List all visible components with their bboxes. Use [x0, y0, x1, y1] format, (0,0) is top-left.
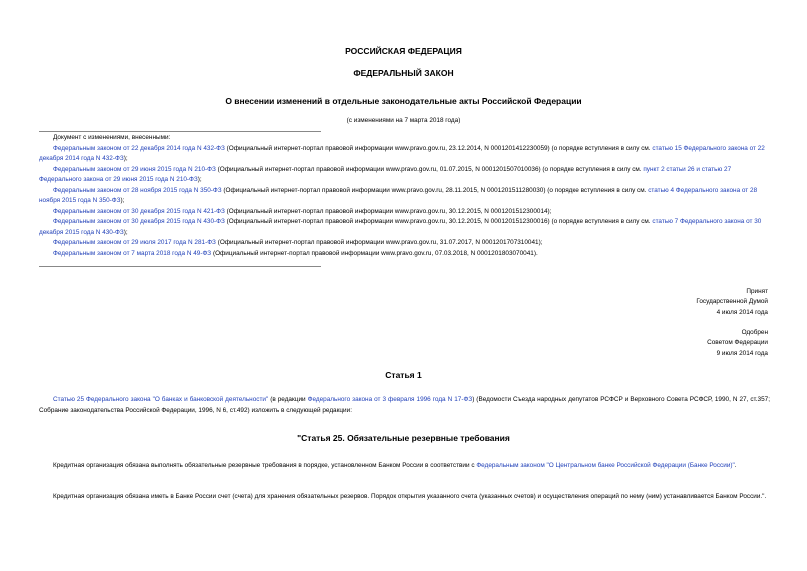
article1-text-b: ) (Ведомости Съезда народных депутатов РСФСР и Верховного Совета РСФСР, 1990, N 27, ст.357; Собрание законодательства Российской Федерации, 1996, N 6, ст.492) изложить в следующей редакции: [39, 396, 770, 414]
adoption-block [560, 287, 768, 318]
approval-line3: 9 июля 2014 года [716, 349, 768, 357]
para2-text: Кредитная организация обязана иметь в Банке России счет (счета) для хранения обязательных резервов. Порядок открытия указанного счета (указанных счетов) и осуществления операций по нему (ним) устанавливается Банком России.". [53, 493, 767, 500]
amendment-law-link[interactable]: Федеральным законом от 7 марта 2018 года N 49-ФЗ [53, 249, 212, 257]
amendment-effective-link[interactable]: статью 15 Федерального закона от 22 декабря 2014 года N 432-ФЗ [39, 144, 765, 162]
amendment-item [39, 186, 770, 207]
amendment-item [39, 217, 770, 238]
amendment-tail-text: ); [123, 228, 128, 236]
revision-note: (с изменениями на 7 марта 2018 года) [346, 117, 461, 124]
adoption-line1: Принят [746, 288, 768, 295]
amendment-tail-text: ); [197, 176, 202, 183]
amendment-source-text: (Официальный интернет-портал правовой информации www.pravo.gov.ru, 07.03.2018, N 0001201803070041). [211, 249, 538, 257]
amendment-law-link[interactable]: Федеральным законом от 30 декабря 2015 года N 430-ФЗ [53, 218, 225, 225]
amendment-item [39, 165, 770, 186]
amendment-item [39, 144, 770, 165]
amendments-block [39, 133, 770, 259]
approval-line1: Одобрен [741, 329, 768, 336]
amendment-effective-link[interactable]: статью 7 Федерального закона от 30 декабря 2015 года N 430-ФЗ [39, 218, 762, 236]
amendments-bottom-divider [39, 266, 321, 267]
central-bank-law-link[interactable]: Федеральным законом "О Центральном банке Российской Федерации (Банке России)" [476, 462, 735, 469]
amendment-source-text: (Официальный интернет-портал правовой информации www.pravo.gov.ru, 23.12.2014, N 0001201412230059) (о порядке вступления в силу см. [224, 144, 653, 152]
law-17fz-link[interactable]: Федерального закона от 3 февраля 1996 года N 17-ФЗ [307, 396, 473, 403]
law-title: О внесении изменений в отдельные законодательные акты Российской Федерации [225, 96, 582, 106]
article1-heading: Статья 1 [385, 370, 422, 380]
amendments-intro: Документ с изменениями, внесенными: [53, 134, 171, 141]
amendment-item [39, 207, 770, 218]
amendment-law-link[interactable]: Федеральным законом от 28 ноября 2015 года N 350-ФЗ [53, 186, 222, 194]
law-type-heading: ФЕДЕРАЛЬНЫЙ ЗАКОН [353, 68, 454, 78]
amendment-law-link[interactable]: Федеральным законом от 29 июня 2015 года N 210-ФЗ [53, 165, 216, 173]
article1-text-a: (в редакции [268, 396, 308, 403]
amendment-source-text: (Официальный интернет-портал правовой информации www.pravo.gov.ru, 01.07.2015, N 0001201507010036) (о порядке вступления в силу см. [215, 165, 644, 173]
article1-paragraph [39, 395, 770, 416]
country-heading: РОССИЙСКАЯ ФЕДЕРАЦИЯ [345, 46, 462, 56]
approval-line2: Советом Федерации [707, 339, 768, 347]
amendment-law-link[interactable]: Федеральным законом от 22 декабря 2014 года N 432-ФЗ [53, 144, 225, 152]
amendment-item [39, 249, 770, 260]
article25-paragraph-1 [39, 461, 770, 472]
amendment-source-text: (Официальный интернет-портал правовой информации www.pravo.gov.ru, 31.07.2017, N 0001201707310041); [215, 239, 543, 246]
article25-heading: "Статья 25. Обязательные резервные требования [297, 433, 510, 443]
approval-block [560, 328, 768, 359]
para1-text: Кредитная организация обязана выполнять обязательные резервные требования в порядке, установленном Банком России в соответствии с [53, 462, 477, 469]
amendment-tail-text: ); [123, 155, 128, 162]
amendment-law-link[interactable]: Федеральным законом от 30 декабря 2015 года N 421-ФЗ [53, 207, 225, 215]
article25-paragraph-2 [39, 492, 770, 503]
amendment-source-text: (Официальный интернет-портал правовой информации www.pravo.gov.ru, 30.12.2015, N 0001201512300014); [224, 207, 552, 215]
adoption-line3: 4 июля 2014 года [716, 308, 768, 316]
amendments-top-divider [39, 131, 321, 132]
para1-tail: . [734, 462, 737, 469]
adoption-line2: Государственной Думой [696, 298, 768, 306]
amendment-effective-link[interactable]: статью 4 Федерального закона от 28 ноября 2015 года N 350-ФЗ [39, 186, 758, 204]
amendment-source-text: (Официальный интернет-портал правовой информации www.pravo.gov.ru, 30.12.2015, N 0001201512300016) (о порядке вступления в силу см. [224, 218, 653, 225]
amendment-tail-text: ); [120, 197, 125, 204]
amendments-list [39, 144, 770, 260]
amendment-source-text: (Официальный интернет-портал правовой информации www.pravo.gov.ru, 28.11.2015, N 0001201511280030) (о порядке вступления в силу см. [221, 186, 649, 194]
amendment-item [39, 238, 770, 249]
article25-link[interactable]: Статью 25 Федерального закона "О банках и банковской деятельности" [53, 396, 269, 403]
amendment-effective-link[interactable]: пункт 2 статьи 26 и статью 27 Федерального закона от 29 июня 2015 года N 210-ФЗ [39, 165, 732, 183]
amendment-law-link[interactable]: Федеральным законом от 29 июля 2017 года N 281-ФЗ [53, 239, 216, 246]
